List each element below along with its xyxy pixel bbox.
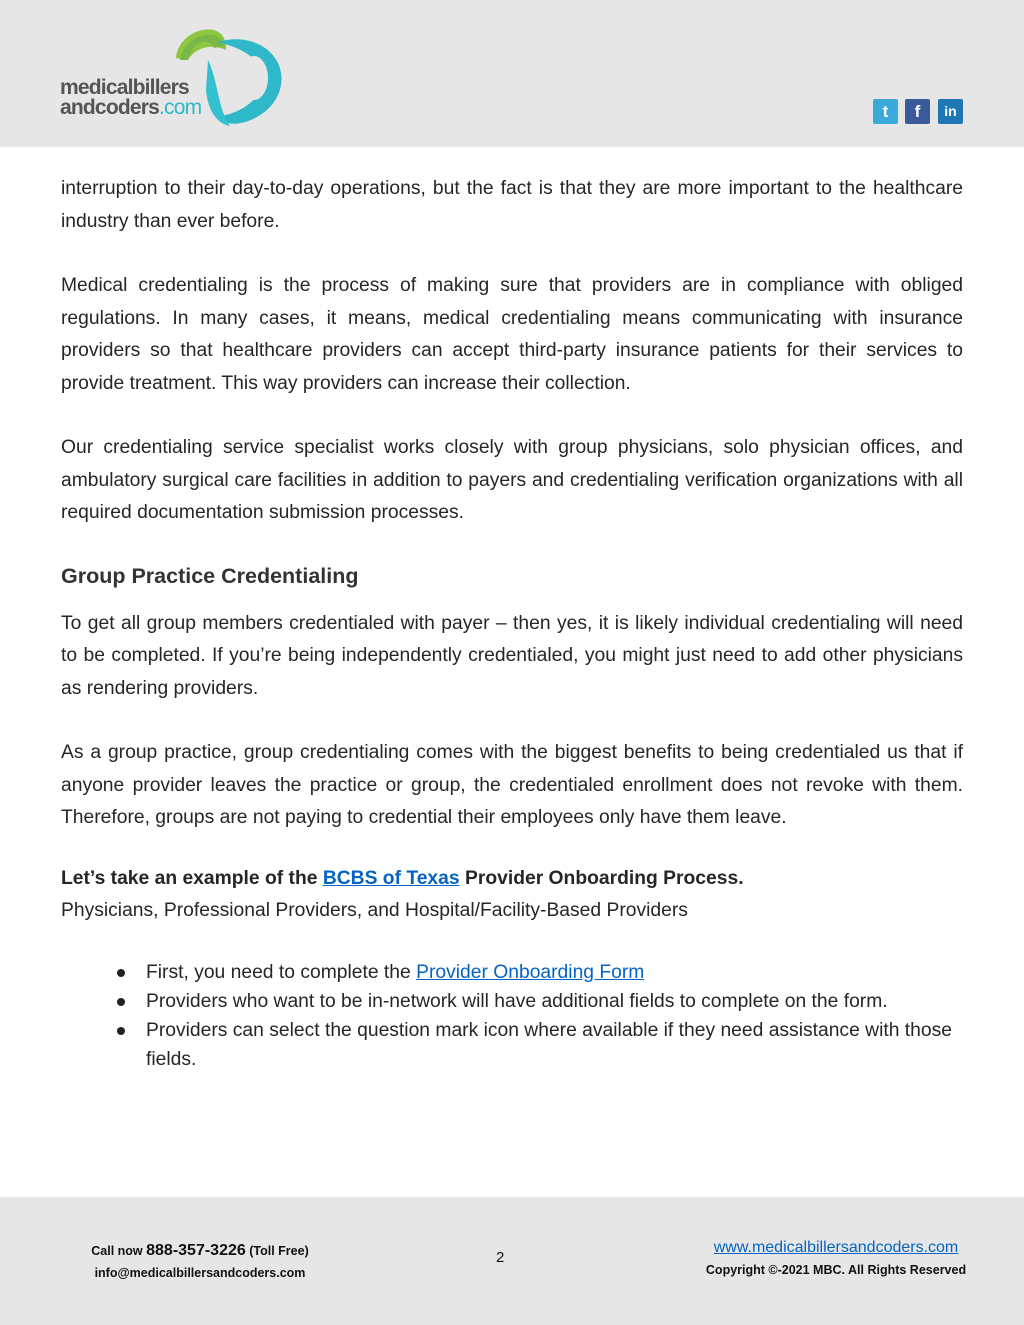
section-heading: Group Practice Credentialing: [61, 563, 359, 588]
logo-line-2: [60, 98, 201, 118]
logo-line-1: medicalbillers: [60, 76, 189, 99]
footer-contact: [60, 1240, 340, 1284]
page-number: 2: [496, 1249, 505, 1266]
footer-site: [690, 1237, 982, 1281]
company-logo[interactable]: [58, 20, 298, 132]
logo-wordmark: [60, 78, 201, 118]
twitter-icon[interactable]: t: [873, 99, 898, 124]
paragraph-group-members: To get all group members credentialed with payer – then yes, it is likely individual credentialing will need to be completed. If you’re being independently credentialed, you might just need to add other physicians as rendering providers.: [61, 612, 963, 699]
document-body: [61, 173, 963, 1074]
facebook-icon[interactable]: f: [905, 99, 930, 124]
providers-line: Physicians, Professional Providers, and Hospital/Facility-Based Providers: [61, 899, 688, 921]
bcbs-texas-link[interactable]: BCBS of Texas: [322, 867, 460, 889]
list-item: Providers who want to be in-network will have additional fields to complete on the form.: [146, 987, 963, 1016]
example-prefix: Let’s take an example of the: [61, 867, 323, 889]
logo-line-2-suffix: .com: [159, 96, 202, 119]
paragraph-group-benefits: As a group practice, group credentialing comes with the biggest benefits to being credentialed us that if anyone provider leaves the practice or group, the credentialed enrollment does not revoke with them. Therefore, groups are not paying to credential their employees only have them leave.: [61, 742, 963, 828]
copyright-text: Copyright ©-2021 MBC. All Rights Reserved: [705, 1263, 967, 1277]
call-prefix: Call now: [91, 1244, 147, 1258]
page-header: [0, 0, 1024, 147]
logo-line-2-main: andcoders: [60, 96, 159, 119]
website-link[interactable]: www.medicalbillersandcoders.com: [713, 1239, 959, 1256]
list-item: Providers can select the question mark icon where available if they need assistance with those fields.: [146, 1016, 963, 1074]
phone-number[interactable]: 888-357-3226: [146, 1242, 246, 1259]
bullet1-prefix: First, you need to complete the: [146, 961, 417, 983]
footer-email[interactable]: info@medicalbillersandcoders.com: [94, 1266, 306, 1280]
page-footer: [0, 1197, 1024, 1325]
list-item: [146, 958, 963, 987]
bullet-list: [61, 958, 963, 1074]
paragraph-intro: interruption to their day-to-day operations, but the fact is that they are more important to the healthcare industry than ever before.: [61, 178, 963, 232]
paragraph-credentialing-definition: Medical credentialing is the process of making sure that providers are in compliance with obliged regulations. In many cases, it means, medical credentialing means communicating with insurance providers so that healthcare providers can accept third-party insurance patients for their services to provide treatment. This way providers can increase their collection.: [61, 275, 963, 394]
linkedin-icon[interactable]: in: [938, 99, 963, 124]
example-suffix: Provider Onboarding Process.: [459, 867, 744, 889]
toll-free-label: (Toll Free): [245, 1244, 309, 1258]
example-line: [61, 862, 963, 895]
paragraph-specialist: Our credentialing service specialist works closely with group physicians, solo physician offices, and ambulatory surgical care facilities in addition to payers and credentialing verification organizations with all required documentation submission processes.: [61, 437, 963, 523]
provider-onboarding-form-link[interactable]: Provider Onboarding Form: [416, 961, 645, 983]
